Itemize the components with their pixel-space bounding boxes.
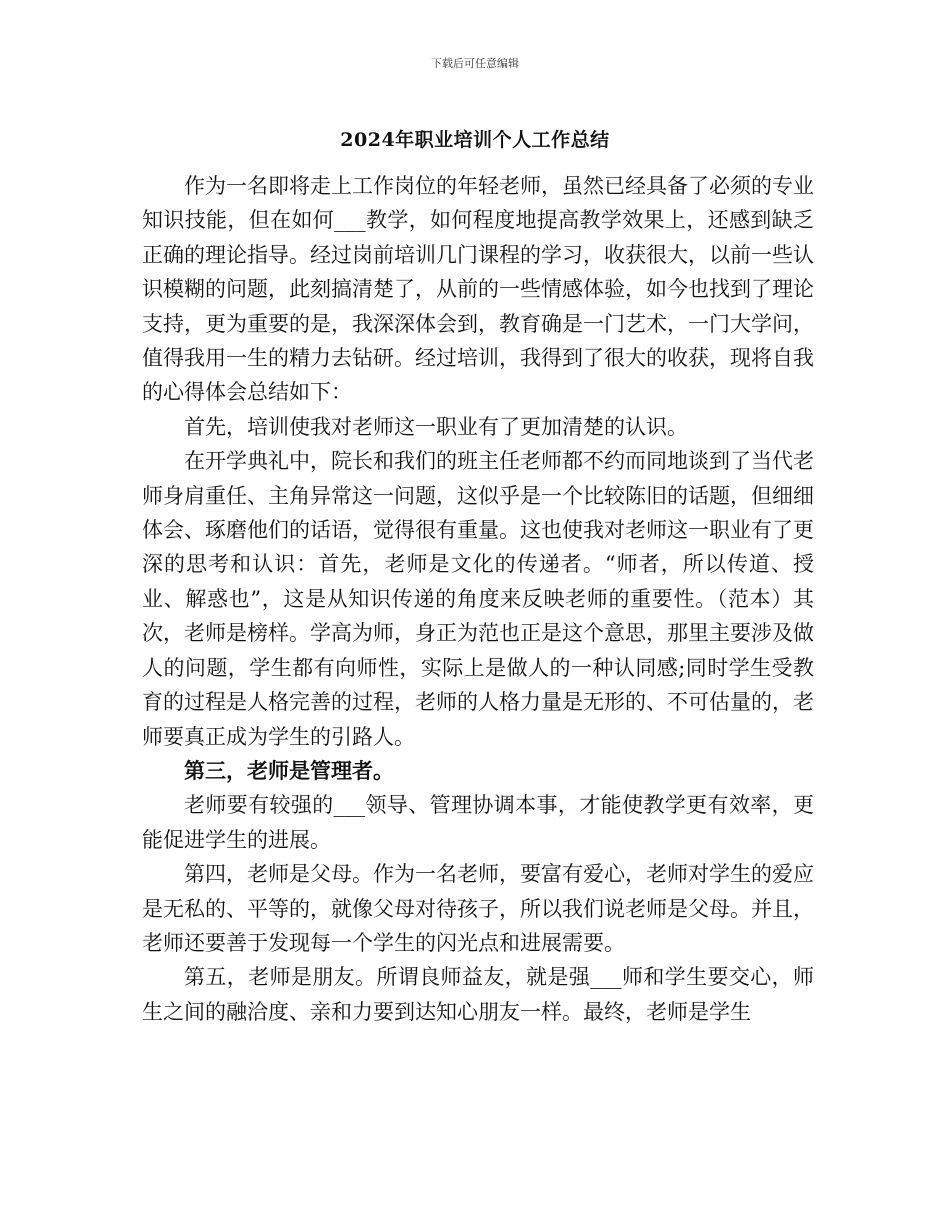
paragraph-manager: 老师要有较强的___领导、管理协调本事，才能使教学更有效率，更能促进学生的进展。 [142, 793, 814, 852]
paragraph-fifth: 第五，老师是朋友。所谓良师益友，就是强___师和学生要交心，师生之间的融洽度、亲和力要到达知心朋友一样。最终，老师是学生 [142, 965, 814, 1024]
paragraph-fourth: 第四，老师是父母。作为一名老师，要富有爱心，老师对学生的爱应是无私的、平等的，就像父母对待孩子，所以我们说老师是父母。并且，老师还要善于发现每一个学生的闪光点和进展需要。 [142, 862, 814, 955]
paragraph-intro: 作为一名即将走上工作岗位的年轻老师，虽然已经具备了必须的专业知识技能，但在如何___教学，如何程度地提高教学效果上，还感到缺乏正确的理论指导。经过岗前培训几门课程的学习，收获很大，以前一些认识模糊的问题，此刻搞清楚了，从前的一些情感体验，如今也找到了理论支持，更为重要的是，我深深体会到，教育确是一门艺术，一门大学问，值得我用一生的精力去钻研。经过培训，我得到了很大的收获，现将自我的心得体会总结如下： [142, 174, 814, 405]
document-body [142, 169, 814, 1029]
header-note: 下载后可任意编辑 [431, 57, 519, 70]
paragraph-third-heading: 第三，老师是管理者。 [184, 757, 394, 783]
paragraph-opening-ceremony: 在开学典礼中，院长和我们的班主任老师都不约而同地谈到了当代老师身肩重任、主角异常这一问题，这似乎是一个比较陈旧的话题，但细细体会、琢磨他们的话语，觉得很有重量。这也使我对老师这一职业有了更深的思考和认识：首先，老师是文化的传递者。“师者，所以传道、授业、解惑也”，这是从知识传递的角度来反映老师的重要性。（范本）其次，老师是榜样。学高为师，身正为范也正是这个意思，那里主要涉及做人的问题，学生都有向师性，实际上是做人的一种认同感;同时学生受教育的过程是人格完善的过程，老师的人格力量是无形的、不可估量的，老师要真正成为学生的引路人。 [142, 449, 814, 749]
document-title: 2024年职业培训个人工作总结 [340, 129, 610, 151]
paragraph-first-point: 首先，培训使我对老师这一职业有了更加清楚的认识。 [184, 414, 688, 439]
